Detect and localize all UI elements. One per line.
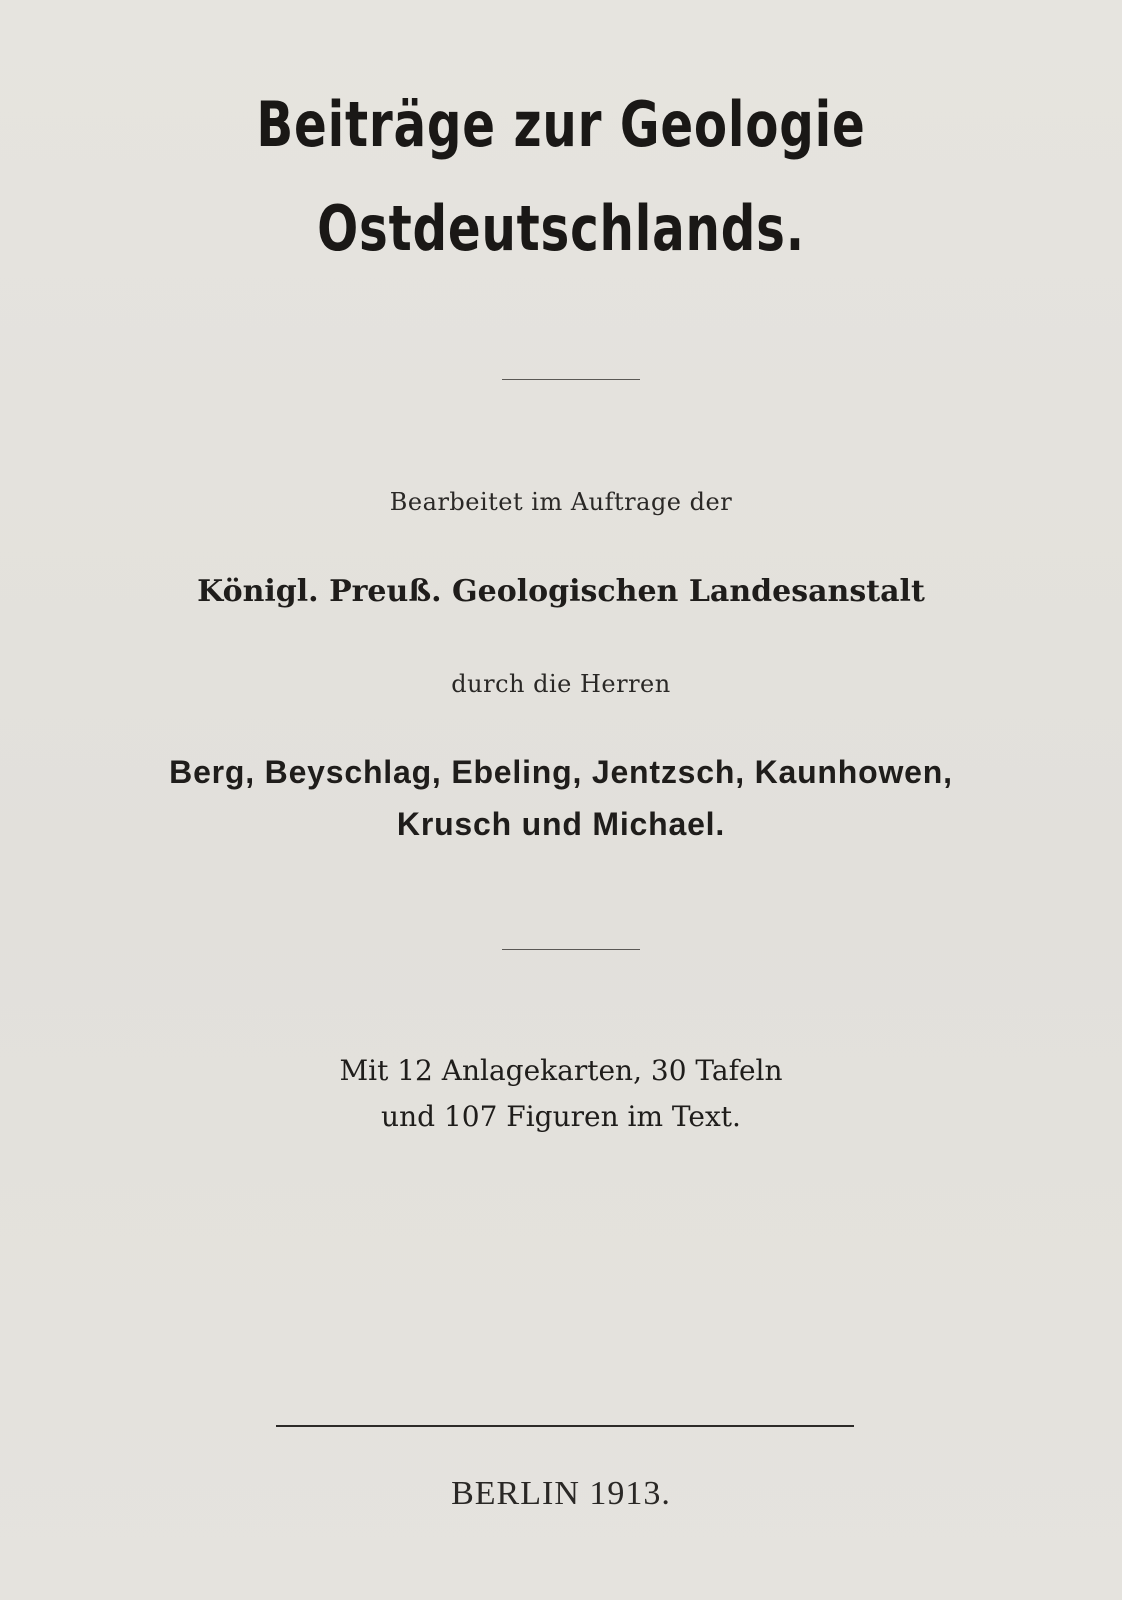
commission-by: durch die Herren <box>451 670 671 698</box>
title-line-1: Beiträge zur Geologie <box>256 88 866 161</box>
imprint: BERLIN 1913. <box>451 1475 671 1512</box>
divider-top <box>502 379 640 380</box>
authors-line-2: Krusch und Michael. <box>396 806 726 842</box>
authors-line-1: Berg, Beyschlag, Ebeling, Jentzsch, Kaunhowen, <box>169 754 953 790</box>
contents-line-2: und 107 Figuren im Text. <box>381 1100 741 1133</box>
contents-line-1: Mit 12 Anlagekarten, 30 Tafeln <box>339 1054 783 1087</box>
title-line-2: Ostdeutschlands. <box>317 192 805 265</box>
divider-bottom <box>276 1425 854 1427</box>
institute-name: Königl. Preuß. Geologischen Landesanstalt <box>197 574 925 609</box>
commission-intro: Bearbeitet im Auftrage der <box>389 488 733 516</box>
divider-middle <box>502 949 640 950</box>
